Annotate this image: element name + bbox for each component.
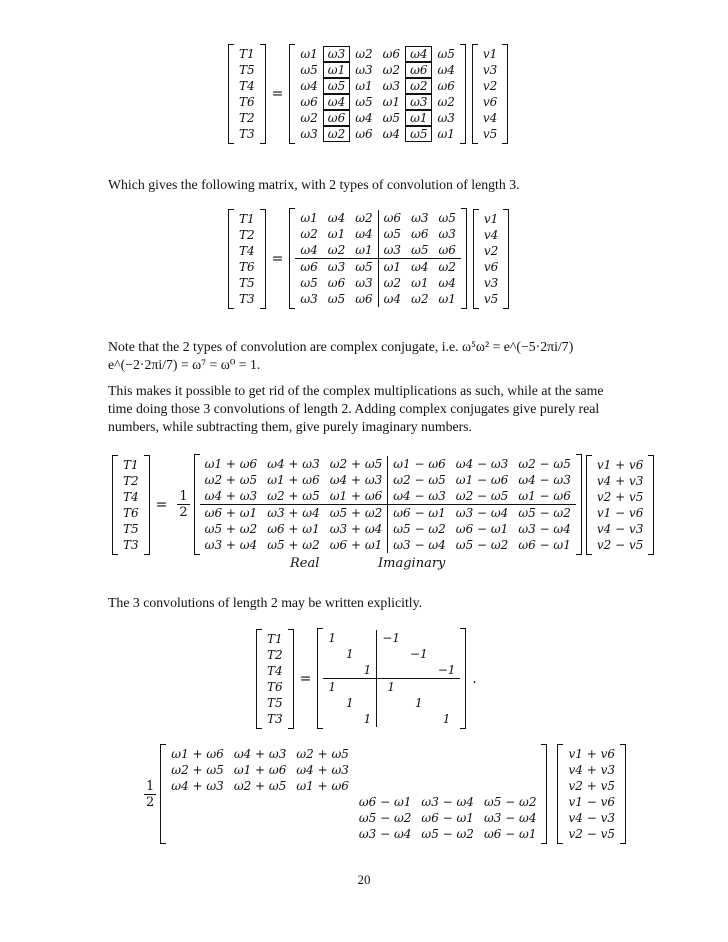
- matrix-cell: [166, 826, 229, 842]
- matrix-cell: ω2 − ω5: [393, 473, 446, 487]
- matrix-cell: 1: [415, 696, 423, 710]
- matrix-cell: ω1: [437, 127, 455, 141]
- matrix-cell: [433, 646, 461, 662]
- matrix-cell: ω3: [438, 227, 456, 241]
- vector-entry: T1: [239, 47, 255, 61]
- matrix-cell: ω1: [350, 242, 378, 259]
- matrix-cell: ω1 − ω6: [518, 489, 571, 503]
- matrix-cell: ω1 − ω6: [455, 473, 509, 487]
- matrix-cell: ω5: [355, 95, 373, 109]
- matrix-cell: ω6: [323, 110, 350, 126]
- label-imaginary: Imaginary: [378, 556, 446, 571]
- matrix-cell: ω1: [300, 47, 318, 61]
- label-real: Real: [290, 556, 320, 571]
- lhs-vector-1: [228, 44, 266, 144]
- matrix-cell: [323, 662, 341, 679]
- matrix-cell: [291, 826, 354, 842]
- vector-entry: T5: [239, 275, 255, 290]
- matrix-cell: ω2: [383, 276, 402, 290]
- matrix-cell: [405, 630, 433, 646]
- matrix-cell: ω4 + ω3: [296, 763, 349, 777]
- matrix-cell: [341, 630, 359, 646]
- matrix-cell: ω5 − ω2: [483, 795, 537, 809]
- vector-entry: v4 + v3: [596, 473, 644, 488]
- matrix-cell: ω6: [355, 127, 373, 141]
- matrix-cell: ω3: [323, 259, 350, 276]
- matrix-cell: ω2: [405, 78, 432, 94]
- vector-entry: v4 − v3: [596, 521, 644, 536]
- vector-entry: T4: [239, 243, 255, 258]
- matrix-cell: [229, 826, 292, 842]
- matrix-cell: ω4 + ω3: [267, 457, 320, 471]
- matrix-cell: ω3 − ω4: [451, 505, 514, 522]
- matrix-cell: ω5 + ω2: [325, 505, 388, 522]
- matrix-cell: [433, 679, 461, 696]
- vector-entry: v2 + v5: [596, 489, 644, 504]
- vector-entry: T3: [267, 711, 283, 726]
- matrix-cell: [377, 662, 405, 679]
- matrix-cell: ω6: [300, 95, 318, 109]
- matrix-cell: [359, 630, 377, 646]
- vector-entry: v1 − v6: [596, 505, 644, 520]
- matrix-cell: 1: [346, 696, 354, 710]
- matrix-cell: ω5: [383, 227, 402, 241]
- period: .: [472, 670, 477, 687]
- matrix-cell: ω1: [438, 292, 456, 306]
- matrix-cell: ω4 + ω3: [204, 489, 258, 503]
- matrix-cell: [377, 695, 405, 711]
- matrix-cell: ω4 + ω3: [171, 779, 224, 793]
- matrix-cell: ω3: [350, 275, 378, 291]
- matrix-cell: ω1: [327, 227, 346, 241]
- matrix-cell: [354, 746, 417, 762]
- matrix-cell: [229, 794, 292, 810]
- matrix-cell: ω3 − ω4: [358, 827, 412, 841]
- vector-entry: T5: [239, 63, 255, 77]
- page-number: 20: [357, 872, 371, 887]
- fraction-half: $\frac{1}{2}$: [179, 489, 188, 520]
- matrix-cell: ω2: [300, 227, 318, 241]
- matrix-cell: ω5 − ω2: [455, 538, 509, 552]
- vector-entry: T1: [239, 211, 255, 226]
- matrix-cell: ω5 + ω2: [267, 538, 320, 552]
- matrix-cell: [416, 778, 479, 794]
- matrix-cell: [229, 810, 292, 826]
- matrix-cell: ω6: [383, 211, 402, 225]
- matrix-cell: ω4 − ω3: [455, 457, 509, 471]
- matrix-cell: [291, 810, 354, 826]
- vector-entry: v1 − v6: [568, 795, 615, 809]
- matrix-cell: −1: [410, 647, 428, 661]
- matrix-cell: ω1: [411, 276, 429, 290]
- matrix-cell: [341, 679, 359, 696]
- matrix-cell: ω1 − ω6: [393, 457, 446, 471]
- matrix-cell: [354, 778, 417, 794]
- matrix-cell: ω2: [433, 259, 460, 276]
- matrix-cell: ω3: [355, 63, 373, 77]
- vector-entry: T4: [267, 663, 283, 678]
- matrix-cell: ω5: [350, 259, 378, 276]
- vector-entry: T1: [267, 631, 283, 646]
- vector-entry: T4: [123, 489, 139, 504]
- matrix-cell: [377, 711, 405, 727]
- matrix-cell: ω2 − ω5: [518, 457, 571, 471]
- matrix-cell: ω4 + ω3: [233, 747, 287, 761]
- rhs-vector-1: [472, 44, 508, 144]
- matrix-cell: [416, 746, 479, 762]
- matrix-cell: ω5: [437, 47, 455, 61]
- matrix-cell: ω5: [382, 111, 401, 125]
- rhs-vector-2: [473, 209, 509, 309]
- matrix-cell: ω6 + ω1: [325, 537, 388, 553]
- matrix-cell: [323, 646, 341, 662]
- matrix-cell: ω3 + ω4: [204, 538, 258, 552]
- matrix-cell: ω2 − ω5: [455, 489, 509, 503]
- matrix-cell: ω6: [327, 276, 346, 290]
- matrix-cell: ω4 − ω3: [393, 489, 446, 503]
- matrix-cell: ω2: [300, 111, 318, 125]
- matrix-cell: ω6: [405, 62, 432, 78]
- vector-entry: T6: [267, 679, 283, 694]
- lhs-vector-2: [228, 209, 266, 309]
- vector-entry: v1 + v6: [596, 457, 644, 472]
- equation-2: [228, 208, 509, 309]
- matrix-cell: ω3: [405, 94, 432, 110]
- vector-entry: v6: [482, 95, 498, 109]
- matrix-cell: [341, 662, 359, 679]
- vector-entry: v5: [482, 127, 498, 141]
- matrix-cell: ω6: [437, 79, 455, 93]
- vector-entry: v4 + v3: [568, 763, 615, 777]
- matrix-cell: [323, 711, 341, 727]
- matrix-cell: ω3 − ω4: [393, 538, 446, 552]
- matrix-cell: ω2: [411, 292, 429, 306]
- matrix-cell: ω2 + ω5: [267, 489, 320, 503]
- matrix-cell: ω2 + ω5: [204, 473, 258, 487]
- rhs-vector-3: [586, 455, 655, 555]
- matrix-1: [289, 44, 466, 144]
- matrix-cell: −1: [382, 631, 400, 645]
- vector-entry: T1: [123, 457, 139, 472]
- vector-entry: v6: [483, 259, 499, 274]
- vector-entry: v2 + v5: [568, 779, 615, 793]
- matrix-cell: ω2: [382, 63, 401, 77]
- matrix-cell: ω4: [355, 111, 373, 125]
- matrix-5: [160, 744, 547, 844]
- vector-entry: v4: [482, 111, 498, 125]
- matrix-4: [317, 628, 466, 729]
- matrix-cell: ω3 − ω4: [518, 522, 571, 536]
- matrix-cell: ω6 − ω1: [518, 538, 571, 552]
- vector-entry: T3: [239, 291, 255, 306]
- equation-5: [140, 744, 626, 844]
- matrix-cell: ω6: [411, 227, 429, 241]
- matrix-cell: ω4: [405, 46, 432, 62]
- vector-entry: v3: [483, 275, 499, 290]
- matrix-cell: ω4: [382, 127, 401, 141]
- matrix-cell: ω6: [438, 243, 456, 257]
- matrix-cell: ω6: [382, 47, 401, 61]
- matrix-cell: ω3: [323, 46, 350, 62]
- matrix-cell: ω6: [350, 291, 378, 307]
- matrix-cell: ω5: [300, 63, 318, 77]
- rhs-vector-5: [557, 744, 626, 844]
- matrix-cell: [479, 778, 542, 794]
- matrix-cell: ω1 + ω6: [204, 457, 258, 471]
- matrix-cell: ω5 + ω2: [204, 522, 258, 536]
- vector-entry: v1: [482, 47, 498, 61]
- matrix-cell: [166, 810, 229, 826]
- fraction-half: $\frac{1}{2}$: [146, 778, 155, 810]
- matrix-cell: ω1: [405, 110, 432, 126]
- matrix-cell: ω5 − ω2: [358, 811, 412, 825]
- vector-entry: v3: [482, 63, 498, 77]
- matrix-cell: ω3 + ω4: [262, 505, 325, 522]
- matrix-cell: ω2 + ω5: [233, 779, 287, 793]
- matrix-cell: ω1 + ω6: [325, 488, 388, 505]
- matrix-cell: ω4: [437, 63, 455, 77]
- matrix-cell: ω5: [323, 78, 350, 94]
- matrix-cell: ω5: [327, 292, 346, 306]
- matrix-cell: ω3 + ω4: [325, 521, 388, 537]
- matrix-cell: ω3 − ω4: [421, 795, 474, 809]
- matrix-2: [289, 208, 467, 309]
- matrix-cell: [291, 794, 354, 810]
- lhs-vector-4: [256, 629, 294, 729]
- matrix-cell: ω1: [382, 95, 401, 109]
- matrix-cell: ω2: [327, 243, 346, 257]
- matrix-cell: ω4 + ω3: [325, 472, 388, 488]
- vector-entry: T4: [239, 79, 255, 93]
- vector-entry: T3: [239, 127, 255, 141]
- matrix-cell: ω4: [383, 292, 402, 306]
- matrix-cell: ω4: [350, 226, 378, 242]
- matrix-cell: [359, 695, 377, 711]
- matrix-cell: ω2 + ω5: [296, 747, 349, 761]
- matrix-cell: 1: [328, 631, 337, 645]
- matrix-cell: [377, 646, 405, 662]
- matrix-cell: ω3: [300, 127, 318, 141]
- matrix-cell: ω6 − ω1: [358, 795, 412, 809]
- matrix-cell: [405, 679, 433, 696]
- vector-entry: T2: [239, 111, 255, 125]
- matrix-cell: ω5: [411, 243, 429, 257]
- matrix-cell: 1: [359, 711, 377, 727]
- matrix-cell: ω5: [405, 126, 432, 142]
- matrix-cell: ω6 + ω1: [200, 505, 263, 522]
- matrix-cell: ω6 + ω1: [267, 522, 320, 536]
- matrix-cell: ω6 − ω1: [483, 827, 537, 841]
- vector-entry: T3: [123, 537, 139, 552]
- vector-entry: v2 − v5: [568, 827, 615, 841]
- matrix-cell: [479, 762, 542, 778]
- matrix-cell: ω2 + ω5: [171, 763, 224, 777]
- equals-sign: =: [299, 670, 312, 687]
- matrix-cell: ω3: [300, 292, 318, 306]
- vector-entry: T6: [123, 505, 139, 520]
- vector-entry: v4 − v3: [568, 811, 615, 825]
- matrix-cell: [433, 695, 461, 711]
- vector-entry: T6: [239, 259, 255, 274]
- paragraph-2: Note that the 2 types of convolution are complex conjugate, i.e. ω⁵ω² = e^(−5·2πi/7) e^(−2·2πi/7) = ω⁷ = ω⁰ = 1.: [108, 339, 574, 372]
- matrix-cell: [359, 679, 377, 696]
- matrix-cell: ω4: [327, 211, 346, 225]
- matrix-cell: [341, 711, 359, 727]
- paragraph-3: This makes it possible to get rid of the complex multiplications as such, while at the same time doing those 3 convolutions of length 2. Adding complex conjugates give purely real numbers, while subtracting them, give purely imaginary numbers.: [108, 383, 604, 434]
- matrix-cell: ω3: [437, 111, 455, 125]
- matrix-cell: ω1: [323, 62, 350, 78]
- matrix-cell: ω1 + ω6: [296, 779, 349, 793]
- vector-entry: v2: [482, 79, 498, 93]
- equals-sign: =: [271, 250, 284, 267]
- matrix-cell: ω2 + ω5: [325, 456, 388, 472]
- matrix-cell: ω6 − ω1: [455, 522, 509, 536]
- matrix-cell: 1: [359, 662, 377, 679]
- matrix-cell: ω3: [411, 211, 429, 225]
- matrix-cell: 1: [346, 647, 354, 661]
- matrix-cell: ω4: [300, 243, 318, 257]
- matrix-cell: ω6: [295, 259, 322, 276]
- matrix-cell: ω1: [355, 79, 373, 93]
- matrix-cell: ω5 − ω2: [393, 522, 446, 536]
- equals-sign: =: [271, 86, 284, 102]
- matrix-cell: ω6 − ω1: [421, 811, 474, 825]
- matrix-cell: ω4: [406, 259, 433, 276]
- matrix-cell: [405, 711, 433, 727]
- matrix-cell: ω5: [438, 211, 456, 225]
- matrix-cell: ω3: [383, 243, 402, 257]
- matrix-cell: ω2: [355, 47, 373, 61]
- lhs-vector-3: [112, 455, 150, 555]
- matrix-cell: [354, 762, 417, 778]
- matrix-cell: ω4: [323, 94, 350, 110]
- matrix-cell: [479, 746, 542, 762]
- matrix-cell: [416, 762, 479, 778]
- matrix-cell: ω4: [300, 79, 318, 93]
- vector-entry: v2 − v5: [596, 537, 644, 552]
- matrix-cell: ω5 − ω2: [421, 827, 474, 841]
- matrix-cell: ω1: [378, 259, 406, 276]
- matrix-cell: ω2: [323, 126, 350, 142]
- vector-entry: T2: [123, 473, 139, 488]
- paragraph-1: Which gives the following matrix, with 2 types of convolution of length 3.: [108, 177, 520, 192]
- matrix-cell: 1: [377, 679, 405, 696]
- matrix-cell: ω6 − ω1: [388, 505, 451, 522]
- vector-entry: T2: [239, 227, 255, 242]
- matrix-cell: ω1: [300, 211, 318, 225]
- matrix-cell: [405, 662, 433, 679]
- matrix-3: [194, 454, 582, 555]
- matrix-cell: [323, 695, 341, 711]
- vector-entry: v1 + v6: [568, 747, 615, 761]
- matrix-cell: ω1 + ω6: [233, 763, 287, 777]
- matrix-cell: ω4: [438, 276, 456, 290]
- vector-entry: T6: [239, 95, 255, 109]
- matrix-cell: ω2: [350, 210, 378, 226]
- matrix-cell: ω1 + ω6: [171, 747, 224, 761]
- matrix-cell: ω3: [382, 79, 401, 93]
- equation-1: [228, 44, 508, 144]
- matrix-cell: ω2: [437, 95, 455, 109]
- vector-entry: v2: [483, 243, 499, 258]
- vector-entry: v4: [483, 227, 499, 242]
- matrix-cell: ω5 − ω2: [513, 505, 576, 522]
- matrix-cell: ω4 − ω3: [518, 473, 571, 487]
- vector-entry: v1: [483, 211, 499, 226]
- matrix-cell: [359, 646, 377, 662]
- matrix-cell: ω5: [300, 276, 318, 290]
- vector-entry: T5: [123, 521, 139, 536]
- equation-4: [256, 628, 483, 729]
- vector-entry: T5: [267, 695, 283, 710]
- matrix-cell: ω1 + ω6: [267, 473, 320, 487]
- matrix-cell: [433, 630, 461, 646]
- equation-3: [112, 454, 654, 555]
- equals-sign: =: [155, 496, 168, 513]
- matrix-cell: 1: [323, 679, 341, 696]
- matrix-cell: −1: [437, 663, 456, 677]
- matrix-cell: ω3 − ω4: [483, 811, 537, 825]
- vector-entry: T2: [267, 647, 283, 662]
- vector-entry: v5: [483, 291, 499, 306]
- paragraph-4: The 3 convolutions of length 2 may be written explicitly.: [108, 595, 423, 610]
- matrix-cell: [166, 794, 229, 810]
- matrix-cell: 1: [442, 712, 451, 726]
